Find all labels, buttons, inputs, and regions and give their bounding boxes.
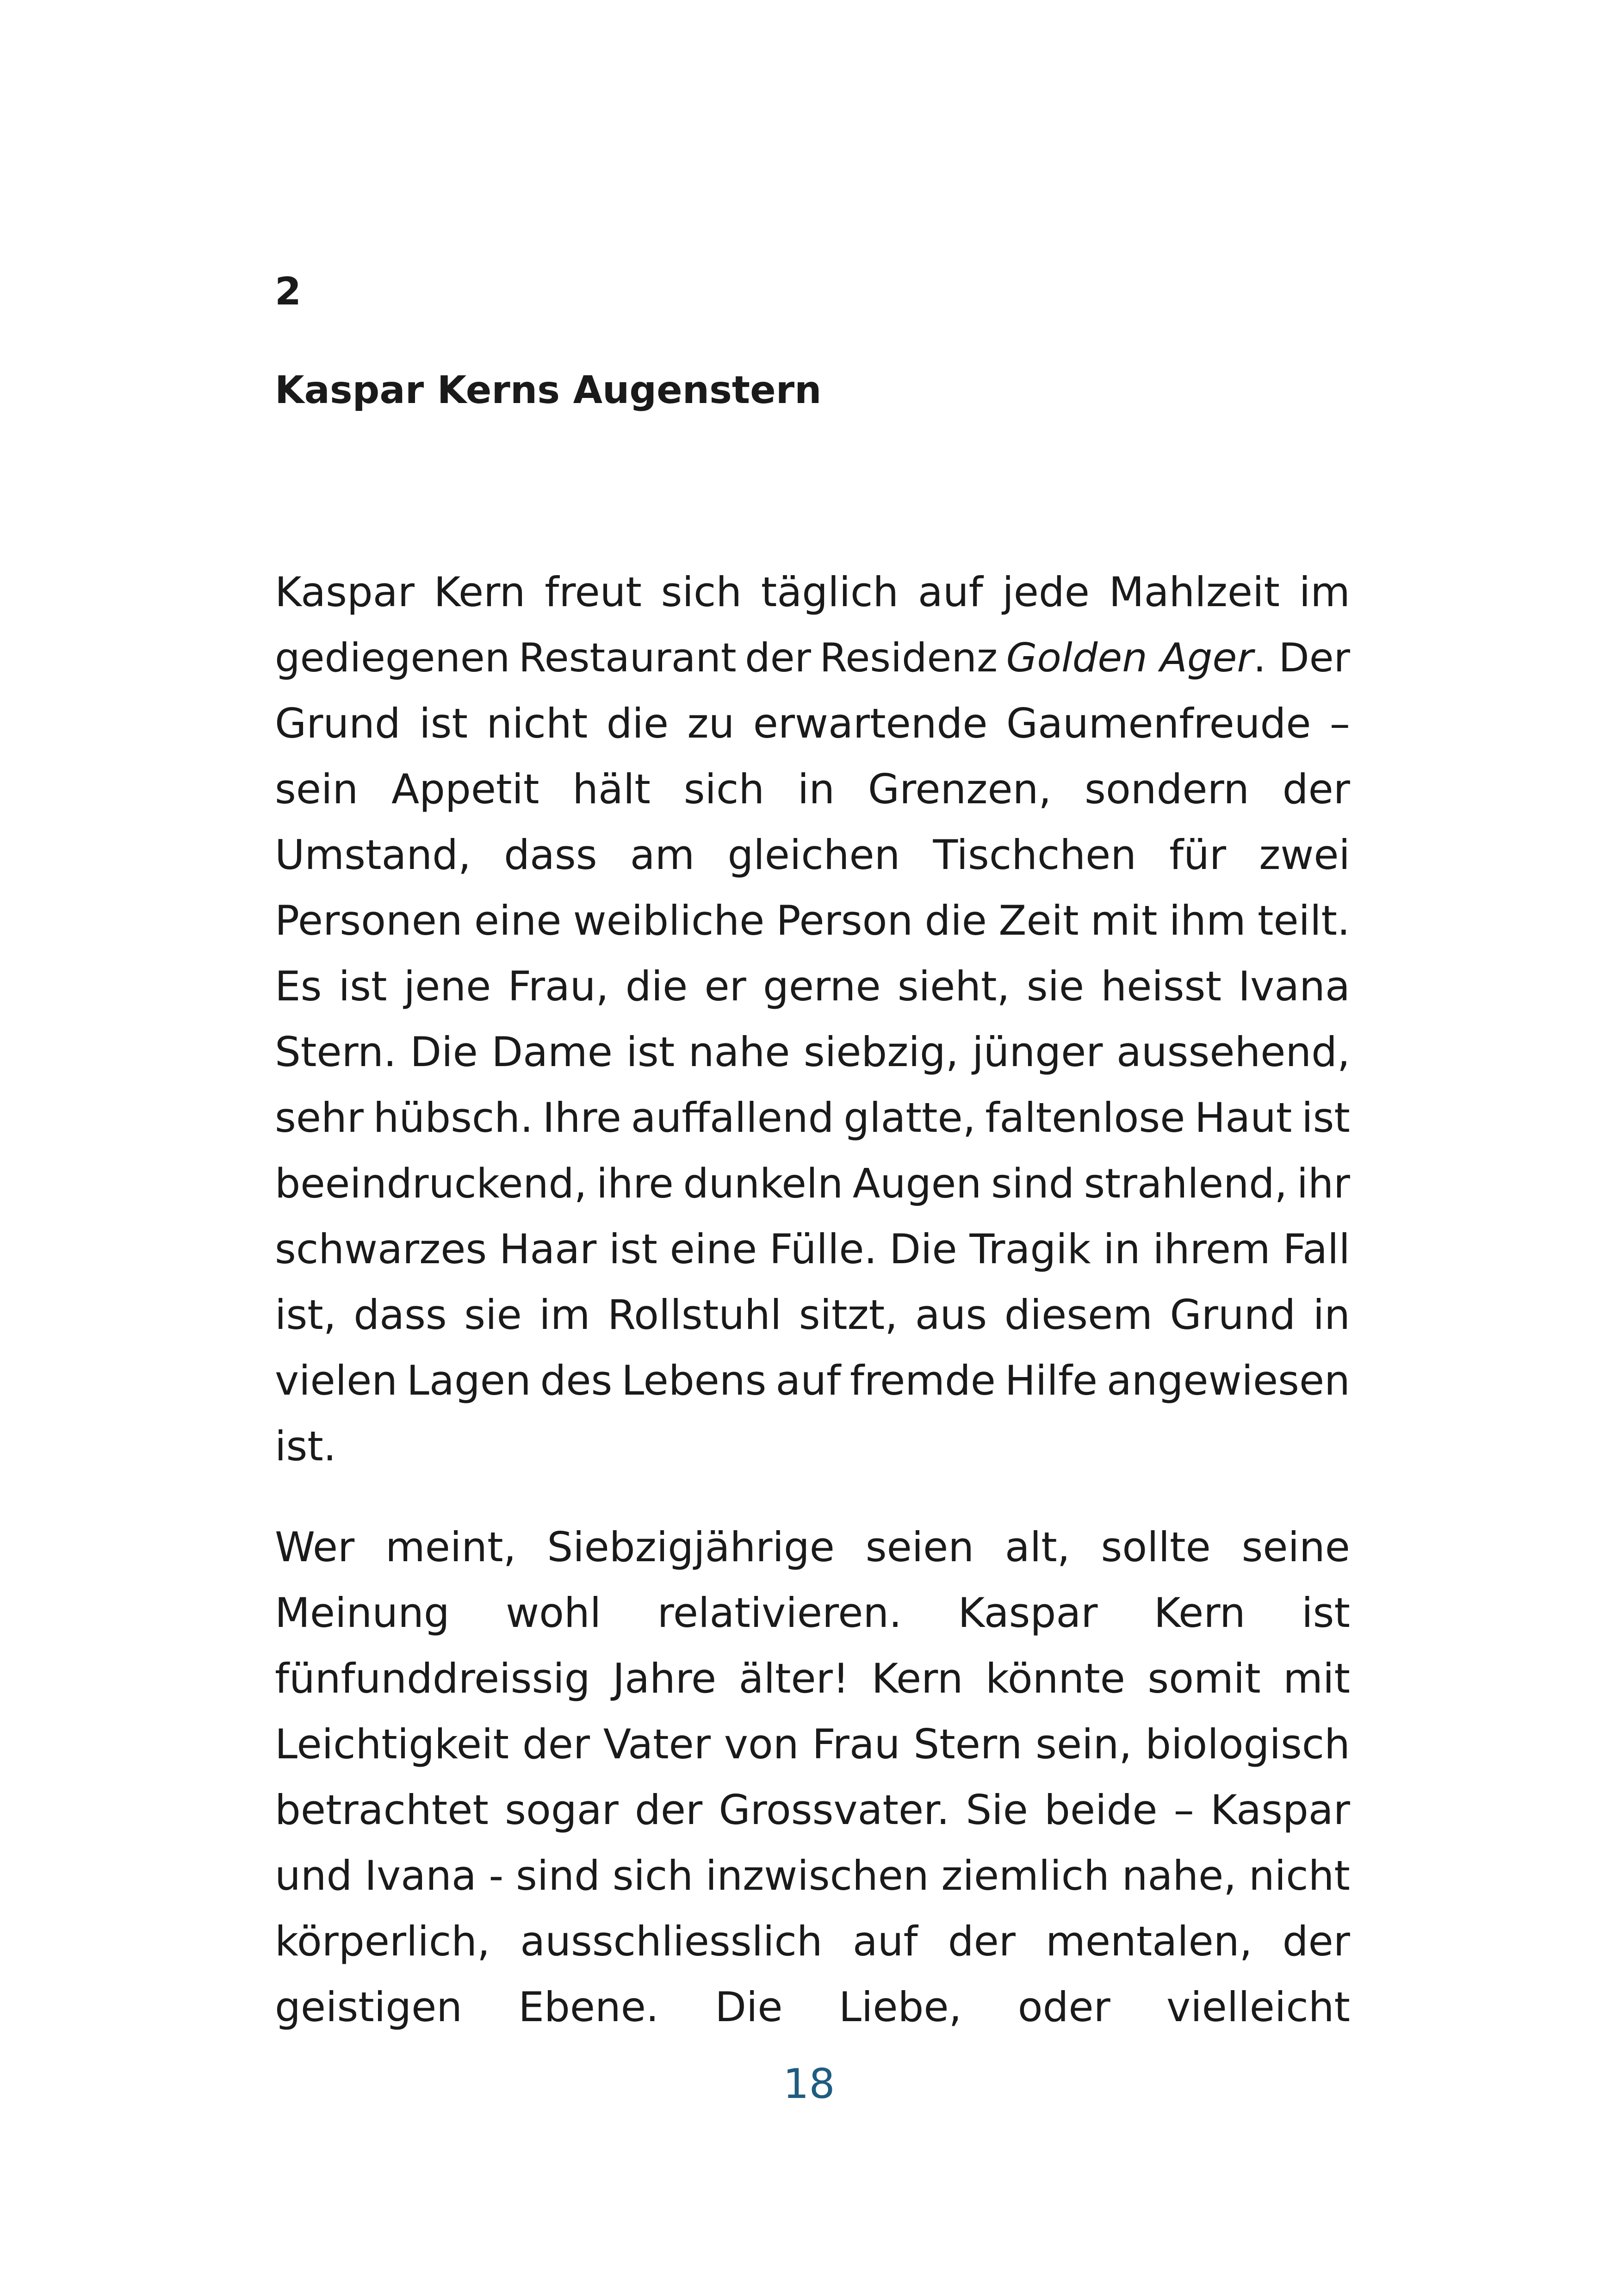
word: sein,: [1035, 1720, 1132, 1768]
word: Ihre: [542, 1094, 621, 1142]
word: für: [1169, 831, 1227, 879]
word: sehr: [275, 1094, 364, 1142]
word: heisst: [1101, 962, 1221, 1010]
italic-text: Golden Ager: [1006, 635, 1253, 681]
word: Fülle.: [769, 1225, 877, 1273]
word: nicht: [486, 700, 588, 747]
word: in: [797, 765, 835, 813]
word: des: [540, 1357, 613, 1404]
word: Rollstuhl: [607, 1291, 782, 1339]
word: diesem: [1004, 1291, 1153, 1339]
word: Frau,: [508, 962, 609, 1010]
word: schwarzes: [275, 1225, 487, 1273]
text-line: [275, 1909, 1350, 1974]
word: Siebzigjährige: [547, 1523, 835, 1571]
word: fremde: [849, 1357, 996, 1404]
word: Ivana: [365, 1852, 477, 1899]
text-line: [275, 1843, 1350, 1909]
word: in: [1313, 1291, 1350, 1339]
word: fünfunddreissig: [275, 1655, 590, 1702]
text-line: [275, 691, 1350, 757]
paragraph: [275, 1514, 1350, 2040]
word: eine: [670, 1225, 757, 1273]
word: gleichen: [727, 831, 900, 879]
word: Ivana: [1238, 962, 1350, 1010]
word: auf: [917, 568, 983, 616]
word: am: [630, 831, 695, 879]
text-line: [275, 1282, 1350, 1348]
text-line: [275, 1646, 1350, 1712]
word: Kern: [871, 1655, 963, 1702]
word: der: [948, 1917, 1016, 1965]
chapter-title: Kaspar Kerns Augenstern: [275, 368, 822, 412]
word: ist,: [275, 1291, 336, 1339]
word: ausschliesslich: [520, 1917, 823, 1965]
word: glatte,: [843, 1094, 976, 1142]
word: der: [1282, 1917, 1350, 1965]
word: sogar: [505, 1786, 619, 1834]
word: Augen: [852, 1160, 982, 1207]
word: ist: [1302, 1589, 1350, 1637]
word: und: [275, 1852, 353, 1899]
word: täglich: [761, 568, 899, 616]
chapter-number: 2: [275, 270, 302, 314]
word: Residenz: [819, 635, 998, 681]
word: Grenzen,: [868, 765, 1052, 813]
word: Zeit: [998, 897, 1079, 944]
word: dunkeln: [683, 1160, 843, 1207]
word: Tischchen: [933, 831, 1137, 879]
word: Appetit: [391, 765, 539, 813]
word: Haut: [1195, 1094, 1292, 1142]
word: faltenlose: [985, 1094, 1185, 1142]
word: relativieren.: [657, 1589, 902, 1637]
word: Kaspar: [275, 568, 415, 616]
word: die: [606, 700, 669, 747]
word: Kern: [434, 568, 526, 616]
word: beide: [1044, 1786, 1158, 1834]
word: der: [522, 1720, 590, 1768]
word: Mahlzeit: [1109, 568, 1280, 616]
text-line: [275, 822, 1350, 888]
word: betrachtet: [275, 1786, 489, 1834]
word: beeindruckend,: [275, 1160, 587, 1207]
word: Ebene.: [518, 1983, 659, 2031]
word: dass: [353, 1291, 447, 1339]
word: ist: [609, 1225, 657, 1273]
word: der: [745, 635, 811, 681]
word: aussehend,: [1116, 1028, 1350, 1076]
word: Lagen: [406, 1357, 531, 1404]
word: biologisch: [1145, 1720, 1350, 1768]
word: Personen: [275, 897, 463, 944]
word: angewiesen: [1106, 1357, 1350, 1404]
word: Hilfe: [1004, 1357, 1098, 1404]
word: Haar: [499, 1225, 597, 1273]
text-line: [275, 1974, 1350, 2040]
word: körperlich,: [275, 1917, 490, 1965]
word: sind: [991, 1160, 1075, 1207]
word: Es: [275, 962, 322, 1010]
word: meint,: [385, 1523, 516, 1571]
word: dass: [504, 831, 597, 879]
word: auf: [775, 1357, 841, 1404]
word: im: [539, 1291, 590, 1339]
paragraph: [275, 559, 1350, 1479]
word: aus: [915, 1291, 987, 1339]
word: Tragik: [969, 1225, 1091, 1273]
word: hält: [572, 765, 651, 813]
text-line: [275, 1514, 1350, 1580]
word: Die: [410, 1028, 478, 1076]
word: –: [1329, 700, 1350, 747]
word: Dame: [491, 1028, 613, 1076]
word: sollte: [1101, 1523, 1211, 1571]
text-line: [275, 1580, 1350, 1646]
word: Sie: [966, 1786, 1028, 1834]
word: der: [635, 1786, 703, 1834]
word: ziemlich: [941, 1852, 1110, 1899]
text-line: [275, 1348, 1350, 1414]
word: teilt.: [1257, 897, 1350, 944]
word: wohl: [506, 1589, 601, 1637]
word: Restaurant: [518, 635, 737, 681]
word: Golden Ager. Der: [1006, 635, 1350, 681]
word: hübsch.: [373, 1094, 533, 1142]
word: er: [704, 962, 746, 1010]
word: könnte: [986, 1655, 1125, 1702]
word: Stern.: [275, 1028, 397, 1076]
word: Kern: [1153, 1589, 1246, 1637]
page-number: 18: [783, 2060, 835, 2108]
word: siebzig,: [803, 1028, 959, 1076]
text-line: [275, 1712, 1350, 1777]
word: oder: [1017, 1983, 1110, 2031]
word: sein: [275, 765, 359, 813]
word: –: [1173, 1786, 1194, 1834]
word: eine: [474, 897, 562, 944]
text-line: [275, 1085, 1350, 1151]
word: Wer: [275, 1523, 355, 1571]
word: ist: [338, 962, 387, 1010]
word: Leichtigkeit: [275, 1720, 509, 1768]
word: im: [1299, 568, 1350, 616]
text-line: [275, 1019, 1350, 1085]
word: Umstand,: [275, 831, 471, 879]
word: Lebens: [621, 1357, 767, 1404]
word: sich: [683, 765, 765, 813]
word: nahe: [688, 1028, 790, 1076]
word: Jahre: [613, 1655, 717, 1702]
text-line: [275, 1414, 1350, 1479]
word: ist.: [275, 1422, 336, 1470]
word: auf: [852, 1917, 918, 1965]
word: jene: [403, 962, 491, 1010]
word: ist: [1302, 1094, 1350, 1142]
word: gediegenen: [275, 635, 510, 681]
word: sie: [464, 1291, 522, 1339]
word: Kaspar: [1210, 1786, 1350, 1834]
text-line: [275, 757, 1350, 822]
word: Person: [776, 897, 913, 944]
word: mit: [1090, 897, 1158, 944]
word: erwartende: [753, 700, 988, 747]
word: nahe,: [1122, 1852, 1237, 1899]
word: älter!: [738, 1655, 849, 1702]
word: Grossvater.: [719, 1786, 950, 1834]
word: geistigen: [275, 1983, 463, 2031]
word: auffallend: [631, 1094, 834, 1142]
word: Frau: [812, 1720, 900, 1768]
word: Die: [715, 1983, 783, 2031]
word: mit: [1283, 1655, 1350, 1702]
word: Grund: [1170, 1291, 1296, 1339]
word: somit: [1147, 1655, 1261, 1702]
word: von: [724, 1720, 799, 1768]
word: ihm: [1169, 897, 1246, 944]
text-line: [275, 1216, 1350, 1282]
word: sitzt,: [799, 1291, 898, 1339]
word: die: [625, 962, 688, 1010]
word: nicht: [1249, 1852, 1350, 1899]
word: Grund: [275, 700, 401, 747]
word: sondern: [1085, 765, 1249, 813]
word: -: [489, 1852, 504, 1899]
word: sie: [1026, 962, 1085, 1010]
word: alt,: [1004, 1523, 1070, 1571]
word: zu: [687, 700, 735, 747]
word: zwei: [1259, 831, 1350, 879]
word: strahlend,: [1084, 1160, 1288, 1207]
word: Stern: [913, 1720, 1023, 1768]
text-line: [275, 888, 1350, 954]
word: ist: [419, 700, 468, 747]
word: weibliche: [573, 897, 765, 944]
word: seine: [1241, 1523, 1350, 1571]
text-line: [275, 625, 1350, 691]
word: der: [1282, 765, 1350, 813]
word: jünger: [972, 1028, 1103, 1076]
word: mentalen,: [1046, 1917, 1252, 1965]
word: Liebe,: [838, 1983, 962, 2031]
text-line: [275, 1151, 1350, 1216]
word: ihre: [596, 1160, 674, 1207]
word: Meinung: [275, 1589, 450, 1637]
word: ihr: [1296, 1160, 1350, 1207]
word: jede: [1002, 568, 1090, 616]
word: vielleicht: [1166, 1983, 1350, 2031]
body-text: [275, 559, 1350, 2040]
text-line: [275, 559, 1350, 625]
word: Gaumenfreude: [1006, 700, 1311, 747]
word: die: [924, 897, 987, 944]
word: Fall: [1283, 1225, 1350, 1273]
word: freut: [545, 568, 642, 616]
word: vielen: [275, 1357, 398, 1404]
word: inzwischen: [705, 1852, 929, 1899]
word: Vater: [603, 1720, 711, 1768]
word: in: [1103, 1225, 1141, 1273]
word: sich: [612, 1852, 694, 1899]
word: gerne: [763, 962, 881, 1010]
word: sich: [661, 568, 742, 616]
text-line: [275, 954, 1350, 1019]
word: Kaspar: [958, 1589, 1098, 1637]
word: sieht,: [897, 962, 1010, 1010]
word: Die: [889, 1225, 957, 1273]
word: sind: [516, 1852, 600, 1899]
text-line: [275, 1777, 1350, 1843]
word: ist: [626, 1028, 675, 1076]
word: ihrem: [1153, 1225, 1271, 1273]
word: seien: [865, 1523, 974, 1571]
